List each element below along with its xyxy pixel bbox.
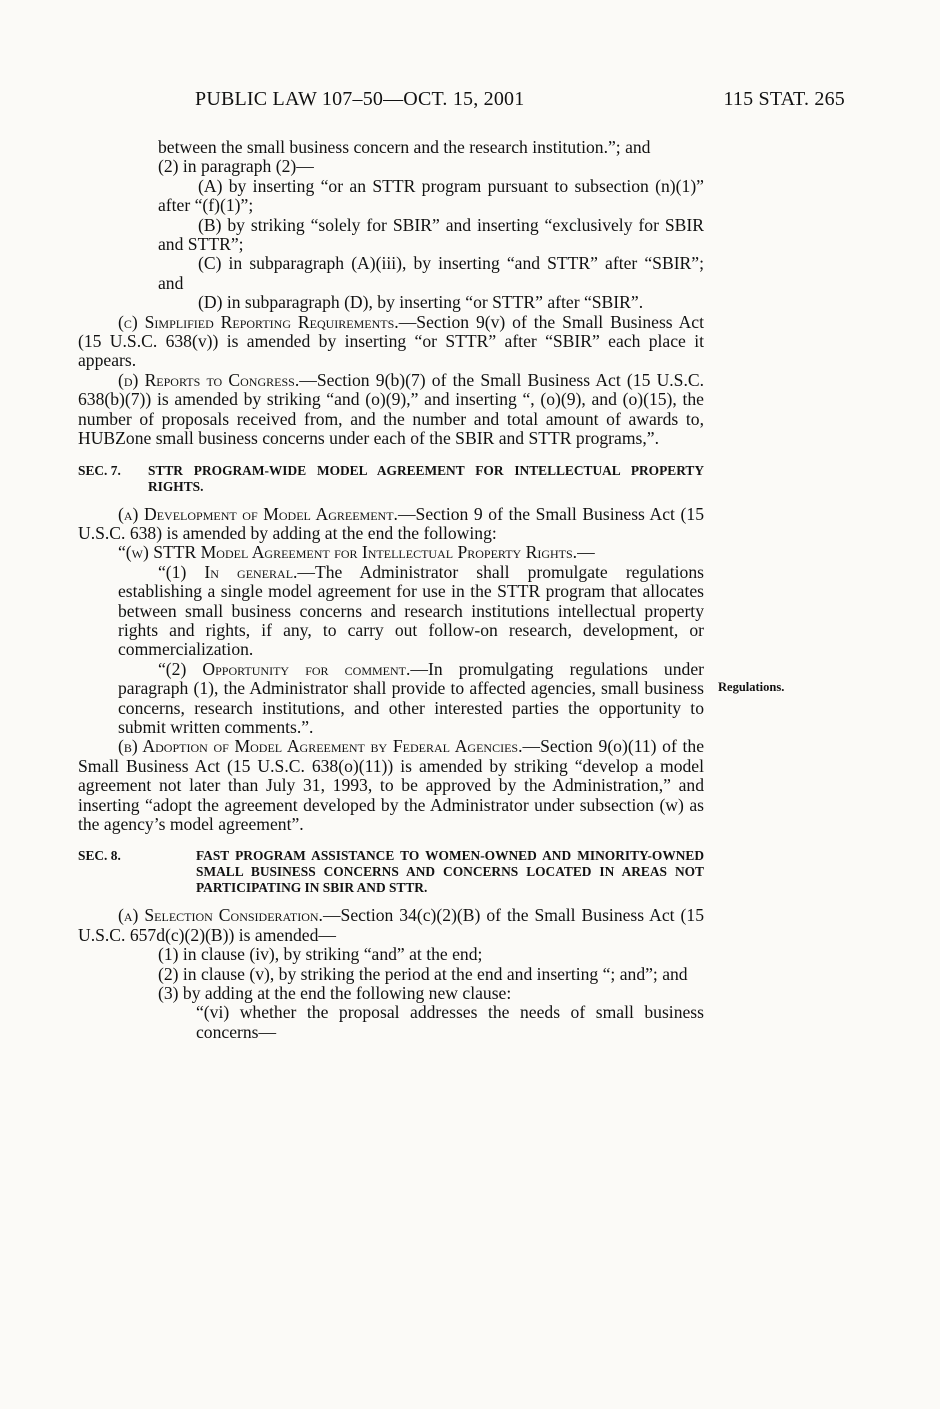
paragraph: (3) by adding at the end the following new clause: [158, 983, 512, 1004]
subsection-heading: (a) Development of Model Agreement. [118, 503, 398, 524]
paragraph: between the small business concern and the research institution.”; and [158, 137, 651, 157]
paragraph: “(1) In general.—The Administrator shall promulgate regulations establishing a single model agreement for use in the STTR program that allocates between small business concerns and research institutions intellectual property rights and rights, if any, to carry out follow-on research, development, or commercialization. [118, 561, 704, 660]
paragraph: (C) in subparagraph (A)(iii), by inserting “and STTR” after “SBIR”; and [158, 253, 704, 293]
subsection-a: (a) Development of Model Agreement.—Section 9 of the Small Business Act (15 U.S.C. 638) is amended by adding at the end the following: [78, 503, 704, 543]
paragraph: (D) in subparagraph (D), by inserting “or STTR” after “SBIR”. [198, 292, 644, 313]
subsection-heading: (b) Adoption of Model Agreement by Federal Agencies. [118, 736, 523, 757]
section-7-heading [78, 463, 704, 495]
header-stat-page: 115 STAT. 265 [723, 88, 845, 110]
paragraph: (2) in clause (v), by striking the period at the end and inserting “; and”; and [158, 963, 688, 984]
header-title: PUBLIC LAW 107–50—OCT. 15, 2001 [195, 88, 525, 110]
paragraph: (1) in clause (iv), by striking “and” at the end; [158, 944, 483, 965]
subsection-heading: (d) Reports to Congress. [118, 369, 300, 390]
subsection-d: (d) Reports to Congress.—Section 9(b)(7) of the Small Business Act (15 U.S.C. 638(b)(7)) is amended by striking “and (o)(9),” and inserting “, (o)(9), and (o)(15), the number of proposals received from, and the number and total amount of awards to, HUBZone small business concerns under each of the SBIR and STTR programs,”. [78, 369, 704, 449]
section-8-heading [78, 848, 704, 896]
paragraph: “(vi) whether the proposal addresses the needs of small business concerns— [196, 1002, 704, 1042]
section-title: STTR PROGRAM-WIDE MODEL AGREEMENT FOR INTELLECTUAL PROPERTY RIGHTS. [148, 462, 704, 494]
subsection-a: (a) Selection Consideration.—Section 34(c)(2)(B) of the Small Business Act (15 U.S.C. 657d(c)(2)(B)) is amended— [78, 905, 704, 945]
document-body [78, 138, 704, 1042]
subsection-c: (c) Simplified Reporting Requirements.—Section 9(v) of the Small Business Act (15 U.S.C. 638(v)) is amended by inserting “or STTR” after “SBIR” each place it appears. [78, 311, 704, 371]
paragraph: (B) by striking “solely for SBIR” and inserting “exclusively for SBIR and STTR”; [158, 214, 704, 255]
paragraph: “(2) Opportunity for comment.—In promulgating regulations under paragraph (1), the Administrator shall provide to affected agencies, small business concerns, research institutions, and other interested parties the opportunity to submit written comments.”. [118, 658, 704, 737]
paragraph: (2) in paragraph (2)— [158, 156, 314, 177]
subsection-b: (b) Adoption of Model Agreement by Federal Agencies.—Section 9(o)(11) of the Small Business Act (15 U.S.C. 638(o)(11)) is amended by striking “develop a model agreement not later than July 31, 1993, to be approved by the Administration,” and inserting “adopt the agreement developed by the Administrator under subsection (w) as the agency’s model agreement”. [78, 736, 704, 834]
section-number: SEC. 7. [78, 462, 121, 478]
paragraph: “(w) STTR Model Agreement for Intellectual Property Rights.— [118, 542, 595, 563]
subsection-heading: (c) Simplified Reporting Requirements. [118, 311, 399, 332]
section-number: SEC. 8. [78, 848, 121, 864]
paragraph: (A) by inserting “or an STTR program pursuant to subsection (n)(1)” after “(f)(1)”; [158, 175, 704, 216]
subsection-heading: (a) Selection Consideration. [118, 905, 323, 926]
marginal-note: Regulations. [718, 680, 785, 694]
section-title: FAST PROGRAM ASSISTANCE TO WOMEN-OWNED AND MINORITY-OWNED SMALL BUSINESS CONCERNS AND CONCERNS LOCATED IN AREAS NOT PARTICIPATING IN SBIR AND STTR. [196, 848, 704, 896]
